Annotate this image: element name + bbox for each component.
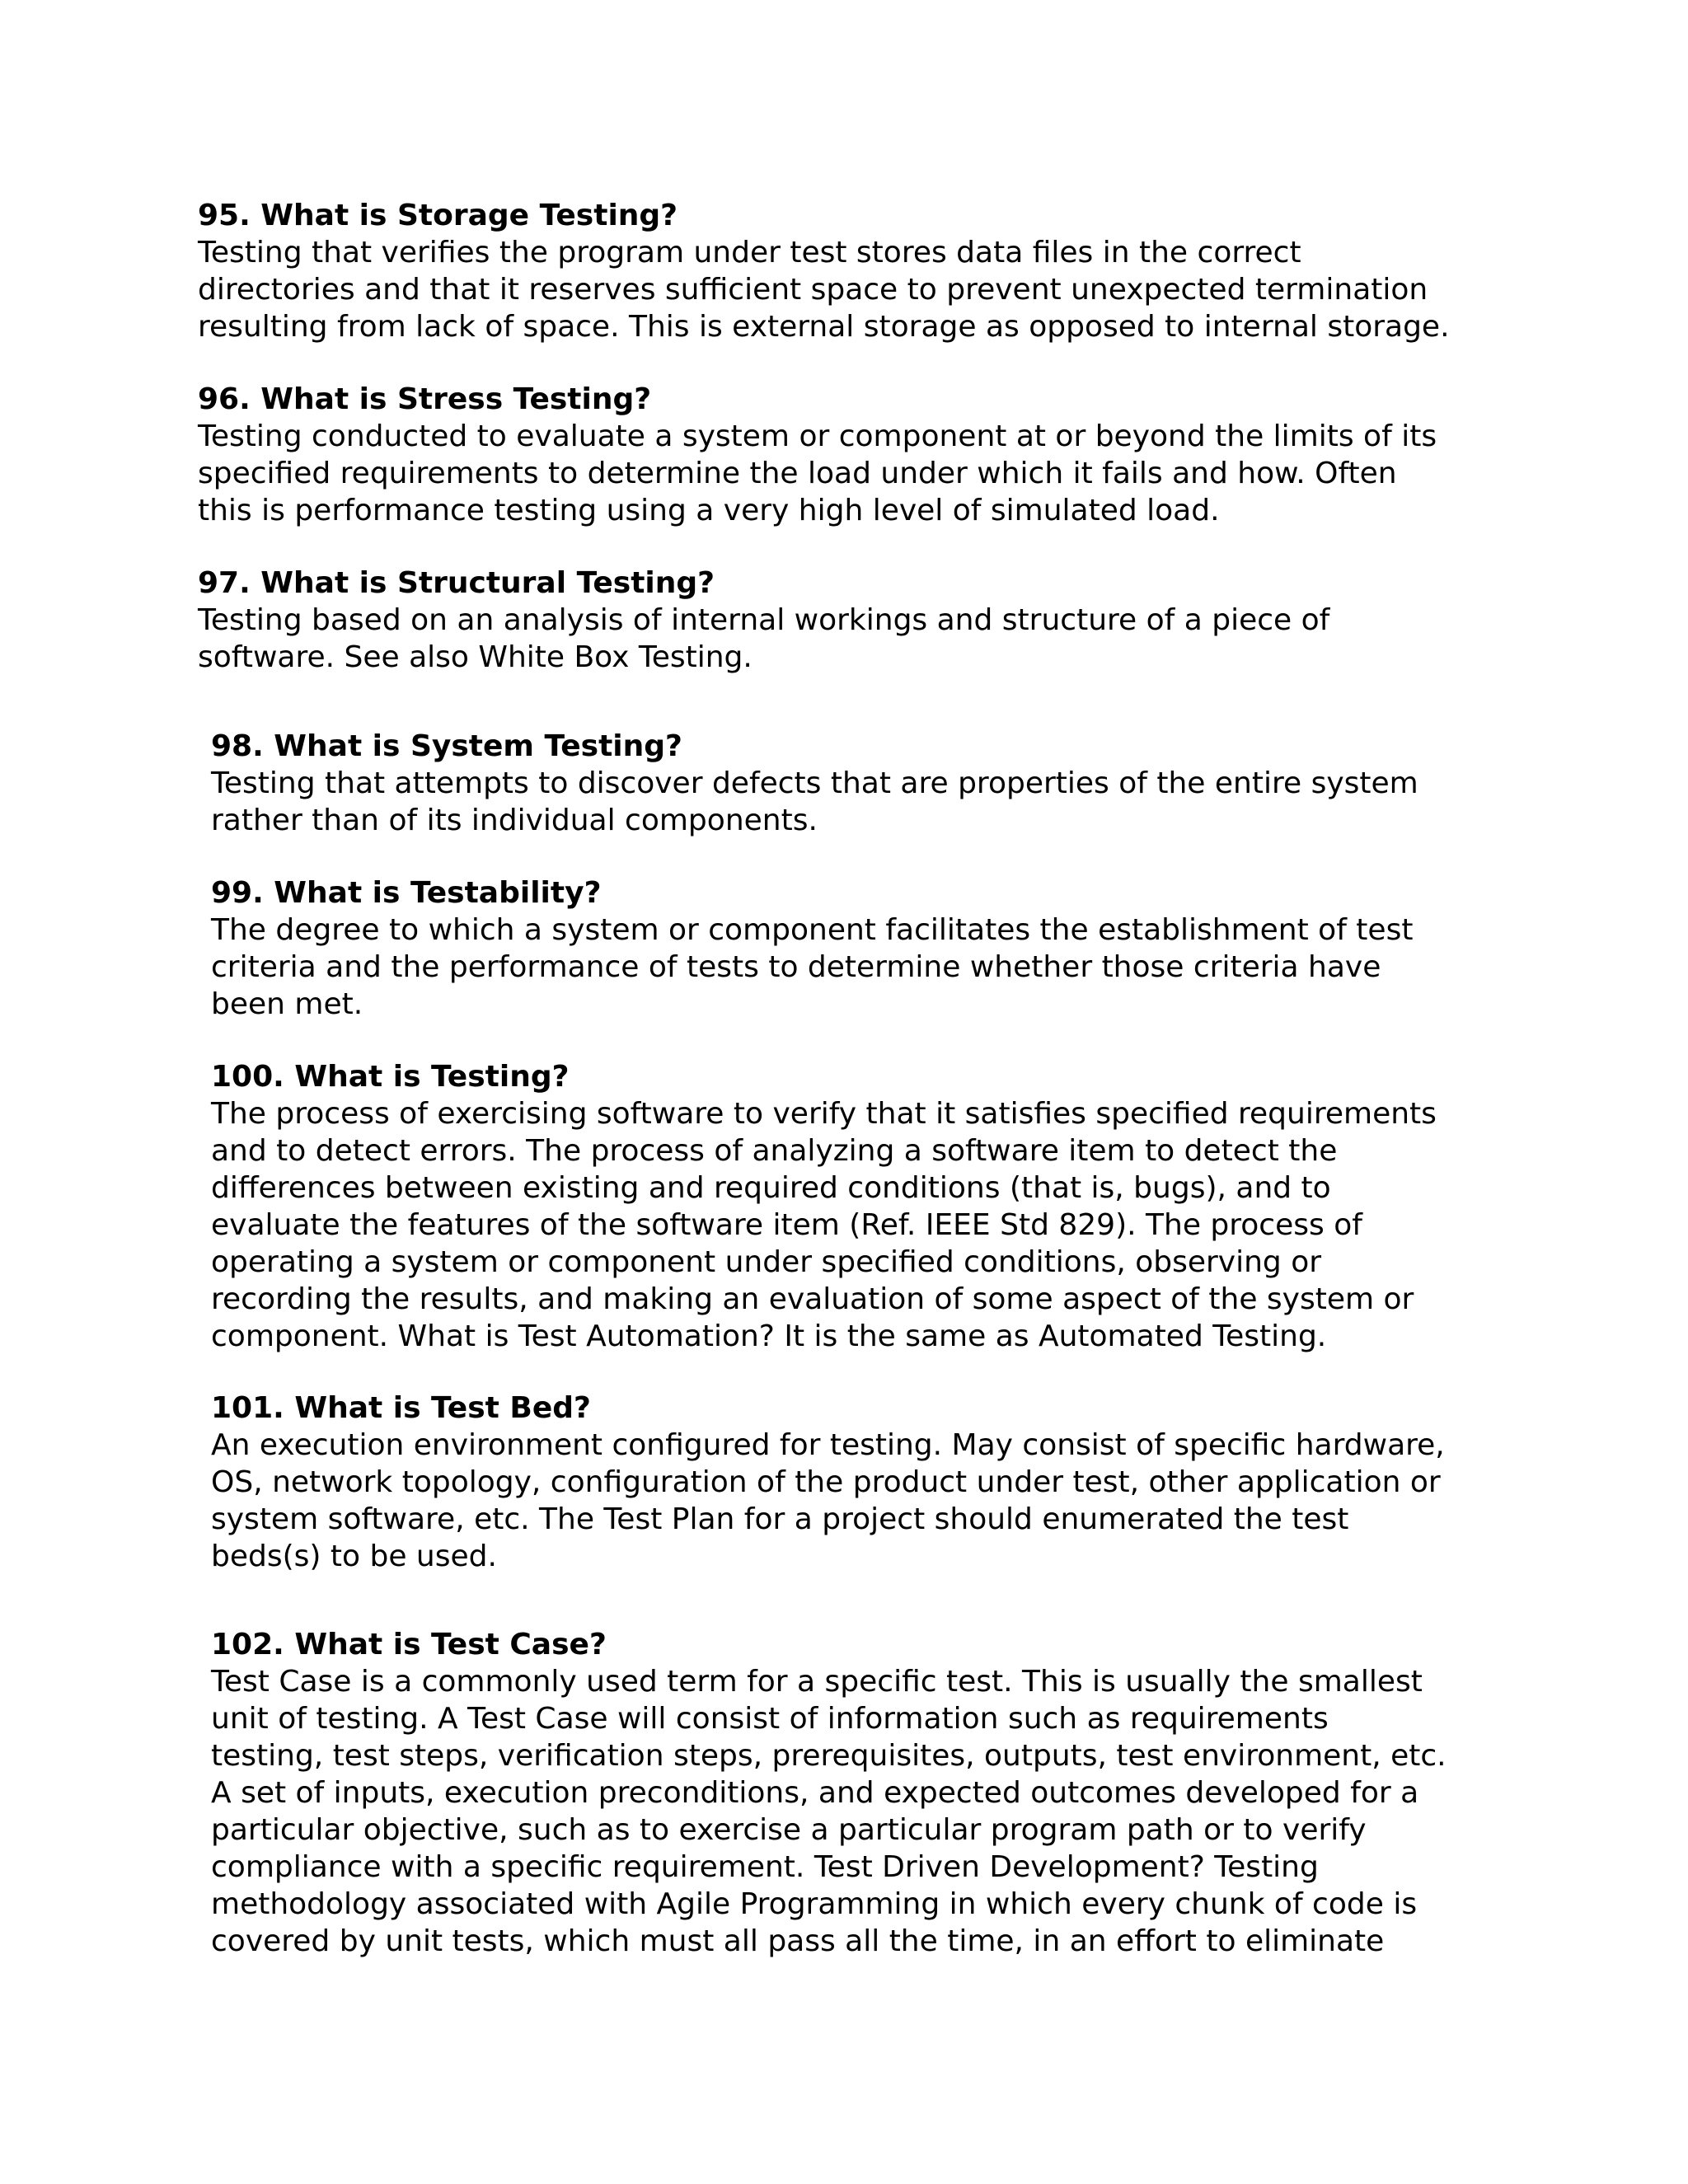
answer-line: this is performance testing using a very high level of simulated load. [198,494,1220,527]
question-heading: 97. What is Structural Testing? [198,566,715,600]
answer-line: specified requirements to determine the load under which it fails and how. Often [198,457,1397,490]
answer-line: rather than of its individual components. [211,804,818,837]
answer-line: An execution environment configured for testing. May consist of specific hardware, [211,1428,1445,1462]
answer-line: testing, test steps, verification steps, prerequisites, outputs, test environment, etc. [211,1739,1447,1773]
answer-line: particular objective, such as to exercise a particular program path or to verify [211,1813,1367,1847]
answer-line: Testing based on an analysis of internal workings and structure of a piece of [198,603,1330,637]
answer-line: A set of inputs, execution preconditions, and expected outcomes developed for a [211,1776,1419,1810]
answer-line: been met. [211,987,363,1021]
answer-line: differences between existing and required conditions (that is, bugs), and to [211,1171,1331,1205]
question-heading: 101. What is Test Bed? [211,1391,591,1425]
answer-line: resulting from lack of space. This is external storage as opposed to internal storage. [198,310,1450,344]
answer-line: unit of testing. A Test Case will consist of information such as requirements [211,1702,1329,1736]
qa-entry-97 [198,565,1533,676]
question-heading: 98. What is System Testing? [211,729,682,763]
question-heading: 100. What is Testing? [211,1060,570,1094]
answer-line: recording the results, and making an evaluation of some aspect of the system or [211,1282,1414,1316]
answer-line: Testing that attempts to discover defects that are properties of the entire system [211,766,1418,800]
qa-entry-100 [211,1058,1546,1355]
qa-entry-102 [211,1626,1546,1960]
answer-line: compliance with a specific requirement. Test Driven Development? Testing [211,1850,1319,1884]
answer-line: operating a system or component under specified conditions, observing or [211,1245,1322,1279]
question-heading: 99. What is Testability? [211,876,602,910]
answer-line: Test Case is a commonly used term for a specific test. This is usually the smallest [211,1665,1423,1699]
qa-entry-99 [211,874,1546,1023]
qa-entry-95 [198,197,1533,345]
answer-line: evaluate the features of the software item (Ref. IEEE Std 829). The process of [211,1208,1362,1242]
answer-line: The process of exercising software to verify that it satisfies specified requirements [211,1097,1437,1131]
answer-line: methodology associated with Agile Programming in which every chunk of code is [211,1887,1418,1921]
question-heading: 96. What is Stress Testing? [198,382,652,416]
answer-line: Testing that verifies the program under test stores data files in the correct [198,236,1301,269]
answer-line: directories and that it reserves sufficient space to prevent unexpected termination [198,273,1428,307]
qa-entry-101 [211,1390,1546,1575]
answer-line: OS, network topology, configuration of the product under test, other application or [211,1465,1441,1499]
answer-line: component. What is Test Automation? It is the same as Automated Testing. [211,1319,1327,1353]
answer-line: and to detect errors. The process of analyzing a software item to detect the [211,1134,1338,1168]
answer-line: Testing conducted to evaluate a system or component at or beyond the limits of its [198,419,1437,453]
question-heading: 102. What is Test Case? [211,1628,607,1661]
answer-line: software. See also White Box Testing. [198,640,753,674]
answer-line: covered by unit tests, which must all pass all the time, in an effort to eliminate [211,1924,1385,1958]
answer-line: system software, etc. The Test Plan for a project should enumerated the test [211,1502,1349,1536]
answer-line: The degree to which a system or component facilitates the establishment of test [211,913,1414,947]
answer-line: criteria and the performance of tests to determine whether those criteria have [211,950,1381,984]
qa-entry-98 [211,728,1546,839]
answer-line: beds(s) to be used. [211,1540,497,1573]
question-heading: 95. What is Storage Testing? [198,199,678,232]
qa-entry-96 [198,381,1533,529]
